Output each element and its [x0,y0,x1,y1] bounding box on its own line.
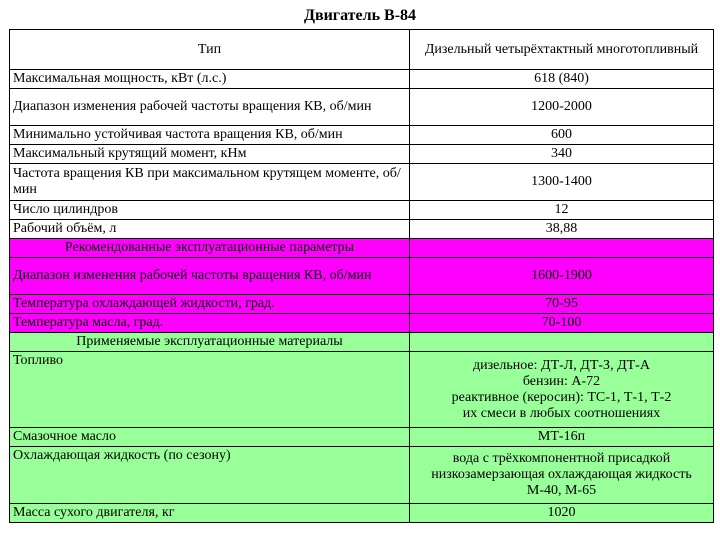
row-label: Максимальный крутящий момент, кНм [10,145,410,164]
row-label: Диапазон изменения рабочей частоты вращения КВ, об/мин [10,89,410,126]
row-label: Охлаждающая жидкость (по сезону) [10,447,410,504]
row-label: Смазочное масло [10,428,410,447]
engine-spec-table [9,29,714,523]
section-header-materials [10,333,714,352]
row-value: МТ-16п [410,428,714,447]
section-title: Применяемые эксплуатационные материалы [10,333,410,352]
table-row [10,352,714,428]
coolant-line: вода с трёхкомпонентной присадкой [452,451,671,466]
row-value-multiline [410,447,714,504]
row-value: 600 [410,126,714,145]
table-row [10,145,714,164]
table-row [10,126,714,145]
row-value: 340 [410,145,714,164]
row-value: 70-100 [410,314,714,333]
table-row [10,30,714,70]
table-row [10,220,714,239]
row-label: Рабочий объём, л [10,220,410,239]
row-label: Максимальная мощность, кВт (л.с.) [10,70,410,89]
fuel-line: их смеси в любых соотношениях [462,405,661,421]
row-label: Частота вращения КВ при максимальном крутящем моменте, об/мин [10,164,410,201]
section-title: Рекомендованные эксплуатационные параметры [10,239,410,258]
table-row [10,504,714,523]
table-row [10,447,714,504]
table-row [10,314,714,333]
page-title: Двигатель В-84 [303,7,417,24]
row-value-multiline [410,352,714,428]
section-header-recommended [10,239,714,258]
row-label: Топливо [10,352,410,428]
coolant-line: М-40, М-65 [526,483,597,498]
table-row [10,70,714,89]
row-label: Тип [10,30,410,70]
section-spacer [410,239,714,258]
row-label: Температура масла, град. [10,314,410,333]
fuel-line: бензин: А-72 [522,373,601,389]
table-row [10,164,714,201]
row-value: 70-95 [410,295,714,314]
section-spacer [410,333,714,352]
table-row [10,428,714,447]
table-row [10,89,714,126]
table-row [10,201,714,220]
row-value: Дизельный четырёхтактный многотопливный [410,30,714,70]
row-label: Минимально устойчивая частота вращения КВ, об/мин [10,126,410,145]
row-label: Температура охлаждающей жидкости, град. [10,295,410,314]
fuel-line: дизельное: ДТ-Л, ДТ-З, ДТ-А [473,357,650,373]
coolant-line: низкозамерзающая охлаждающая жидкость [431,467,692,482]
table-row [10,258,714,295]
row-label: Масса сухого двигателя, кг [10,504,410,523]
row-value: 1200-2000 [410,89,714,126]
table-row [10,295,714,314]
row-value: 38,88 [410,220,714,239]
row-value: 1020 [410,504,714,523]
row-value: 1600-1900 [410,258,714,295]
row-label: Диапазон изменения рабочей частоты вращения КВ, об/мин [10,258,410,295]
row-label: Число цилиндров [10,201,410,220]
row-value: 1300-1400 [410,164,714,201]
fuel-line: реактивное (керосин): ТС-1, Т-1, Т-2 [451,389,672,405]
row-value: 618 (840) [410,70,714,89]
row-value: 12 [410,201,714,220]
